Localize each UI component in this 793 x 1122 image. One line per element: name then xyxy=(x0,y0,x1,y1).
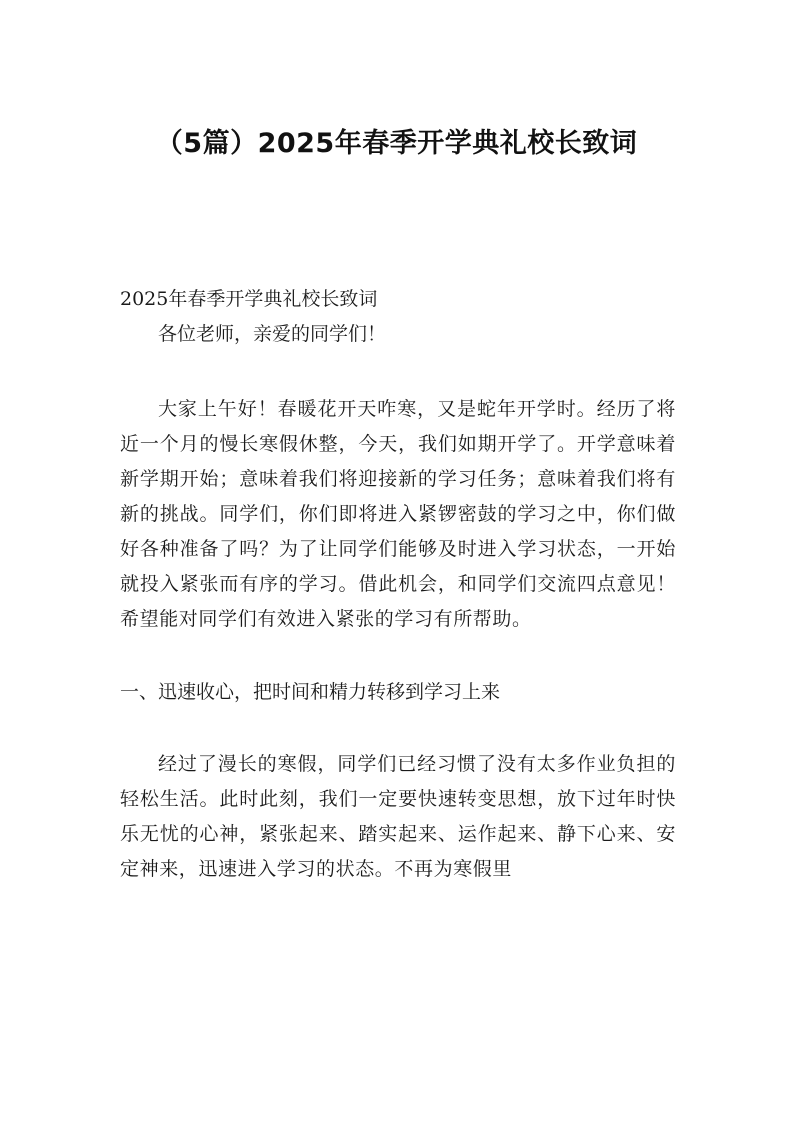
section-heading-1: 一、迅速收心，把时间和精力转移到学习上来 xyxy=(120,681,501,703)
greeting: 各位老师，亲爱的同学们！ xyxy=(158,323,387,345)
document-title: （5篇）2025年春季开学典礼校长致词 xyxy=(155,128,638,159)
paragraph-opening: 大家上午好！春暖花开天咋寒，又是蛇年开学时。经历了将近一个月的慢长寒假休整，今天，我们如期开学了。开学意味着新学期开始；意味着我们将迎接新的学习任务；意味着我们将有新的挑战。同学们，你们即将进入紧锣密鼓的学习之中，你们做好各种准备了吗？为了让同学们能够及时进入学习状态，一开始就投入紧张而有序的学习。借此机会，和同学们交流四点意见！希望能对同学们有效进入紧张的学习有所帮助。 xyxy=(120,398,676,630)
document-body xyxy=(120,282,676,887)
paragraph-section-1: 经过了漫长的寒假，同学们已经习惯了没有太多作业负担的轻松生活。此时此刻，我们一定要快速转变思想，放下过年时快乐无忧的心神，紧张起来、踏实起来、运作起来、静下心来、安定神来，迅速进入学习的状态。不再为寒假里 xyxy=(120,753,676,880)
subtitle: 2025年春季开学典礼校长致词 xyxy=(120,288,378,310)
